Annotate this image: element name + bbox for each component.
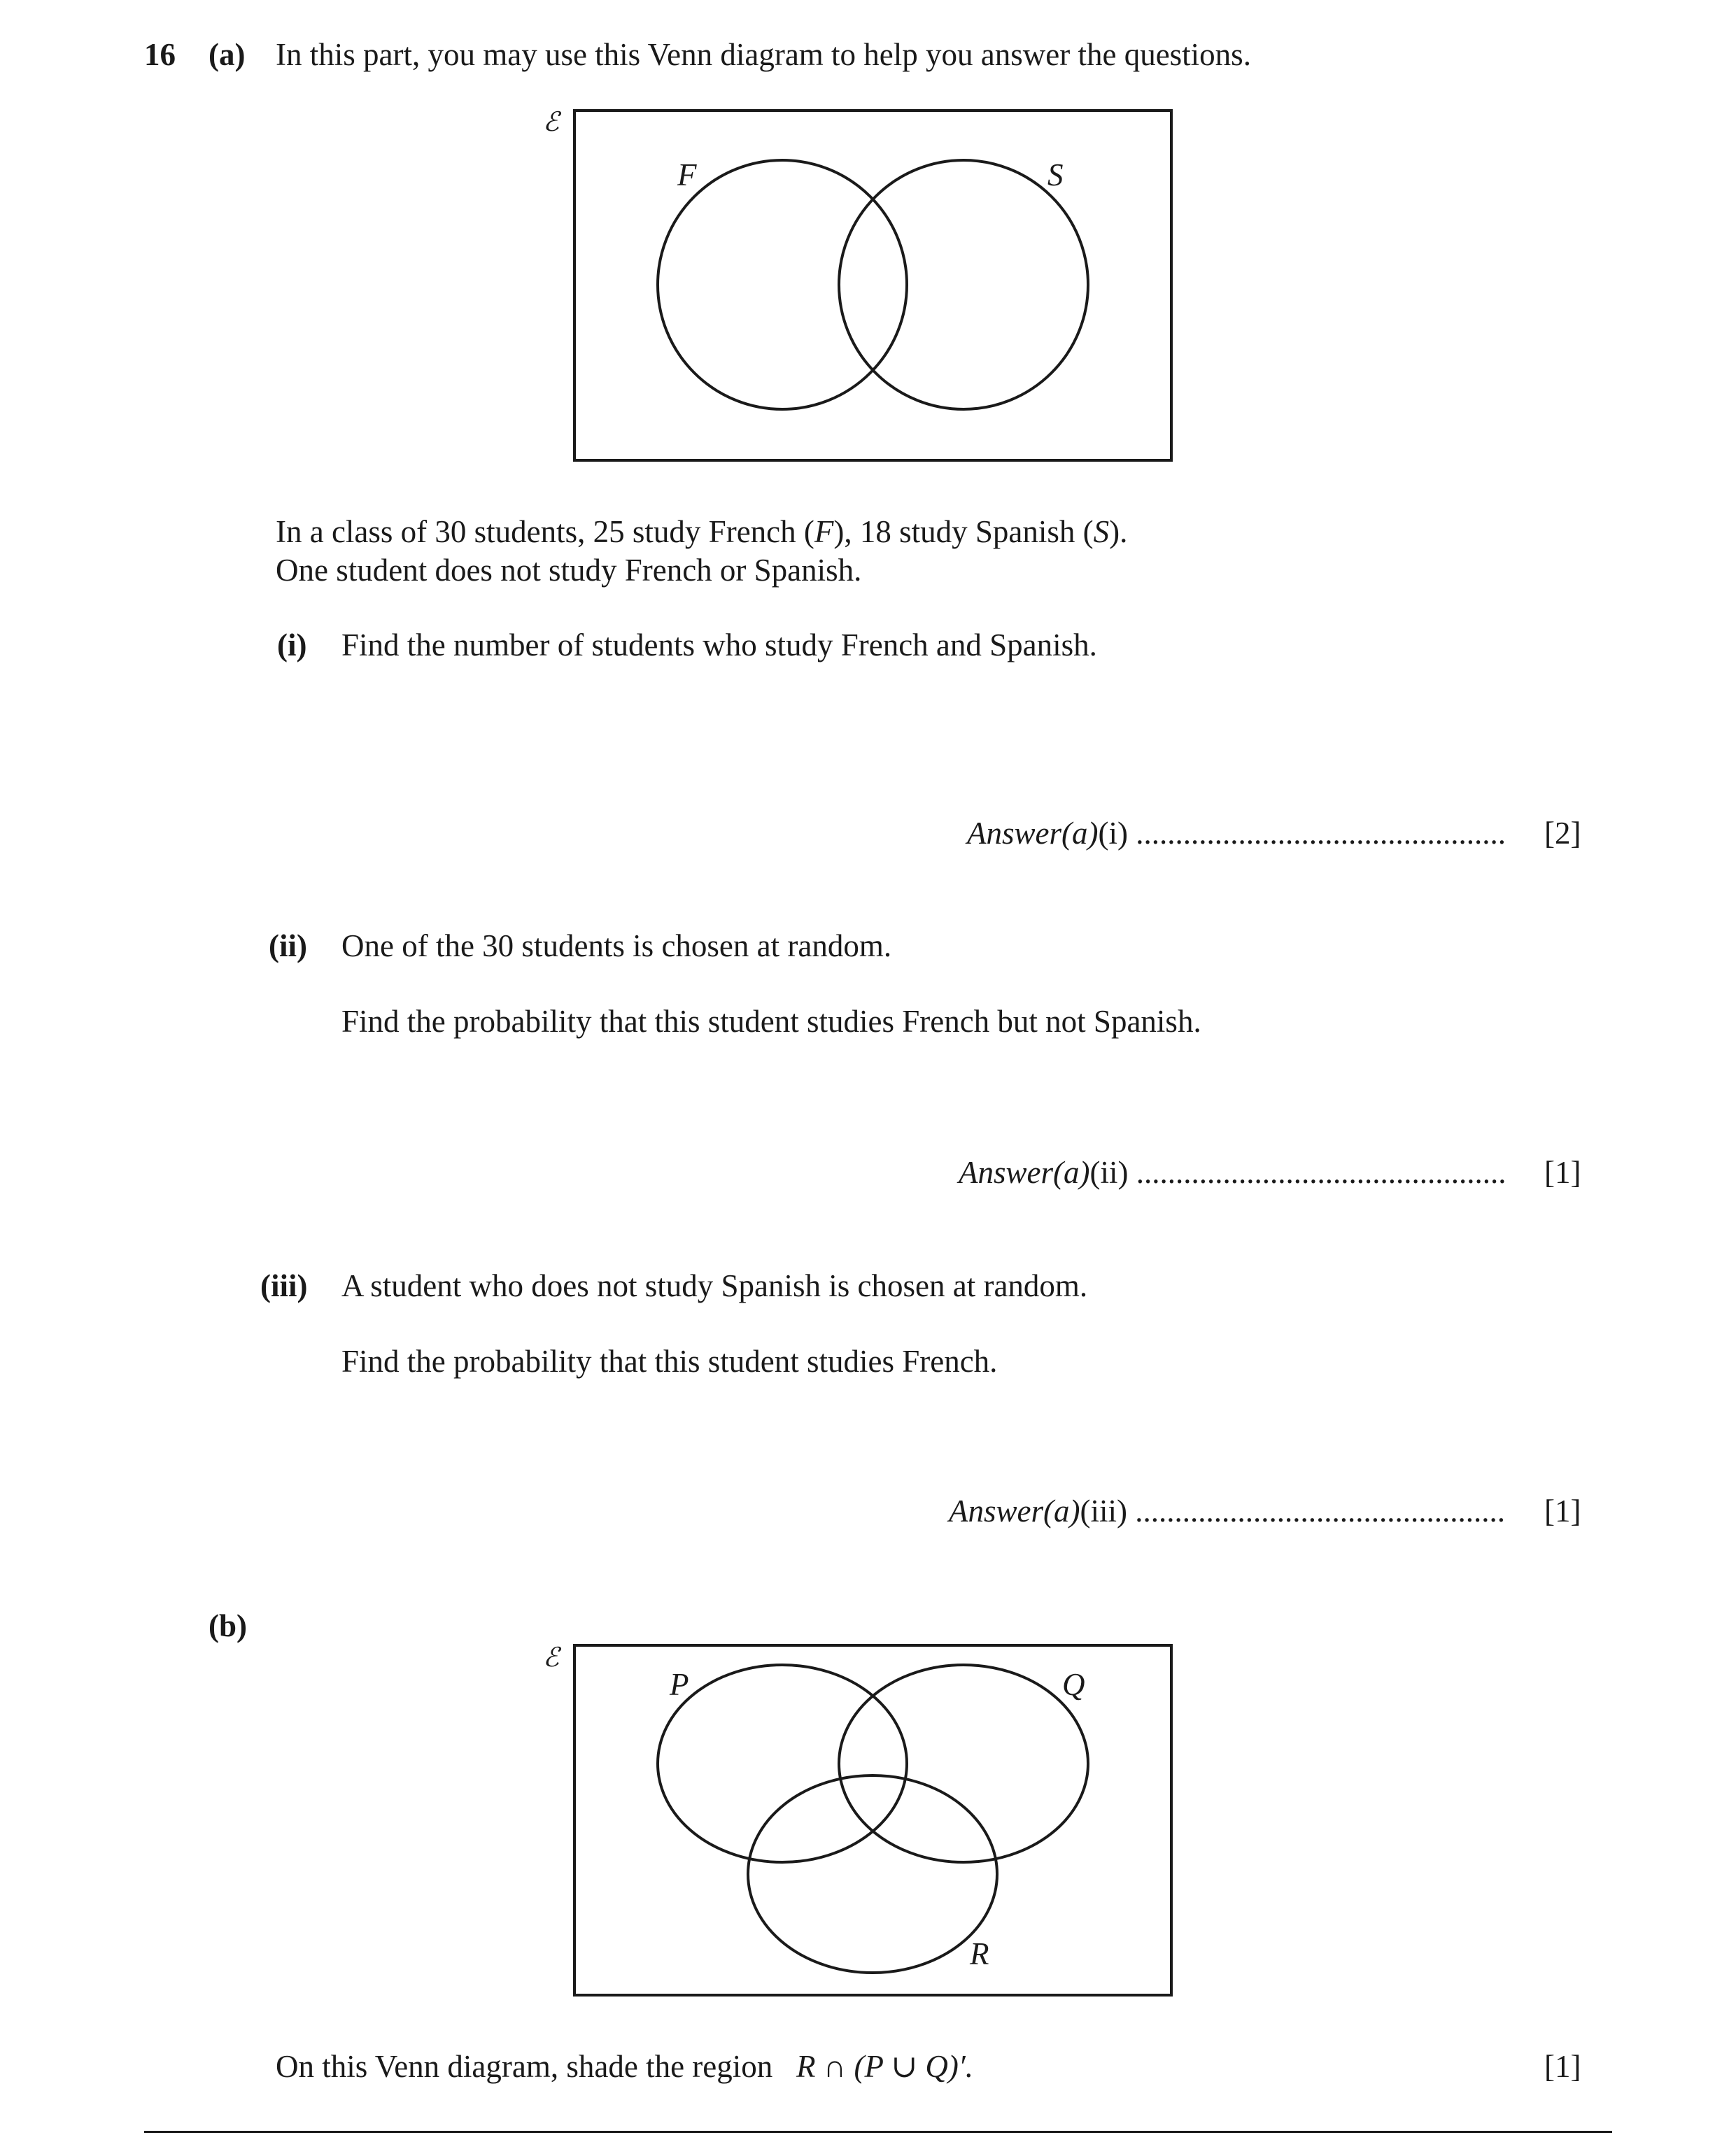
sub-i-label: (i) [277, 627, 307, 662]
question-number: 16 [144, 37, 176, 72]
answer-line-a-iii: Answer(a)(iii) ............................................... [949, 1494, 1505, 1529]
sub-ii-text-2: Find the probability that this student studies French but not Spanish. [341, 1004, 1201, 1039]
answer-line-a-i: Answer(a)(i) ............................................... [967, 816, 1506, 851]
set-s-label: S [1047, 157, 1064, 192]
marks-b: [1] [1544, 2049, 1581, 2084]
sub-iii-label: (iii) [260, 1268, 308, 1303]
set-q-ellipse [839, 1665, 1088, 1862]
part-a-label: (a) [209, 37, 246, 72]
part-b-instruction: On this Venn diagram, shade the region R ∩ (P ∪ Q)′. [276, 2049, 973, 2084]
universal-symbol-b: ℰ [543, 1642, 560, 1673]
sub-ii-label: (ii) [269, 928, 307, 963]
sub-iii-text-2: Find the probability that this student studies French. [341, 1344, 998, 1379]
part-b-label: (b) [209, 1608, 247, 1643]
bottom-rule [144, 2131, 1612, 2133]
universal-symbol-a: ℰ [543, 106, 560, 137]
answer-field-a-i[interactable]: ............................................... [1136, 816, 1506, 851]
set-f-label: F [677, 157, 697, 192]
set-p-ellipse [658, 1665, 907, 1862]
answer-line-a-ii: Answer(a)(ii) ............................................... [959, 1155, 1506, 1190]
part-a-intro: In this part, you may use this Venn diagram to help you answer the questions. [276, 37, 1251, 72]
set-r-label: R [970, 1936, 989, 1971]
sub-iii-text-1: A student who does not study Spanish is chosen at random. [341, 1268, 1088, 1303]
answer-field-a-iii[interactable]: ............................................... [1135, 1494, 1505, 1529]
set-q-label: Q [1062, 1667, 1085, 1702]
set-p-label: P [670, 1667, 689, 1702]
answer-field-a-ii[interactable]: ............................................... [1136, 1155, 1506, 1190]
marks-a-i: [2] [1544, 816, 1581, 851]
marks-a-ii: [1] [1544, 1155, 1581, 1190]
set-expression: R ∩ (P ∪ Q)′. [796, 2049, 973, 2084]
context-line-1: In a class of 30 students, 25 study French (F), 18 study Spanish (S). [276, 514, 1128, 549]
sub-ii-text-1: One of the 30 students is chosen at random. [341, 928, 892, 963]
context-line-2: One student does not study French or Spanish. [276, 553, 862, 588]
sub-i-text: Find the number of students who study French and Spanish. [341, 627, 1097, 662]
marks-a-iii: [1] [1544, 1494, 1581, 1529]
set-r-ellipse [748, 1775, 997, 1973]
